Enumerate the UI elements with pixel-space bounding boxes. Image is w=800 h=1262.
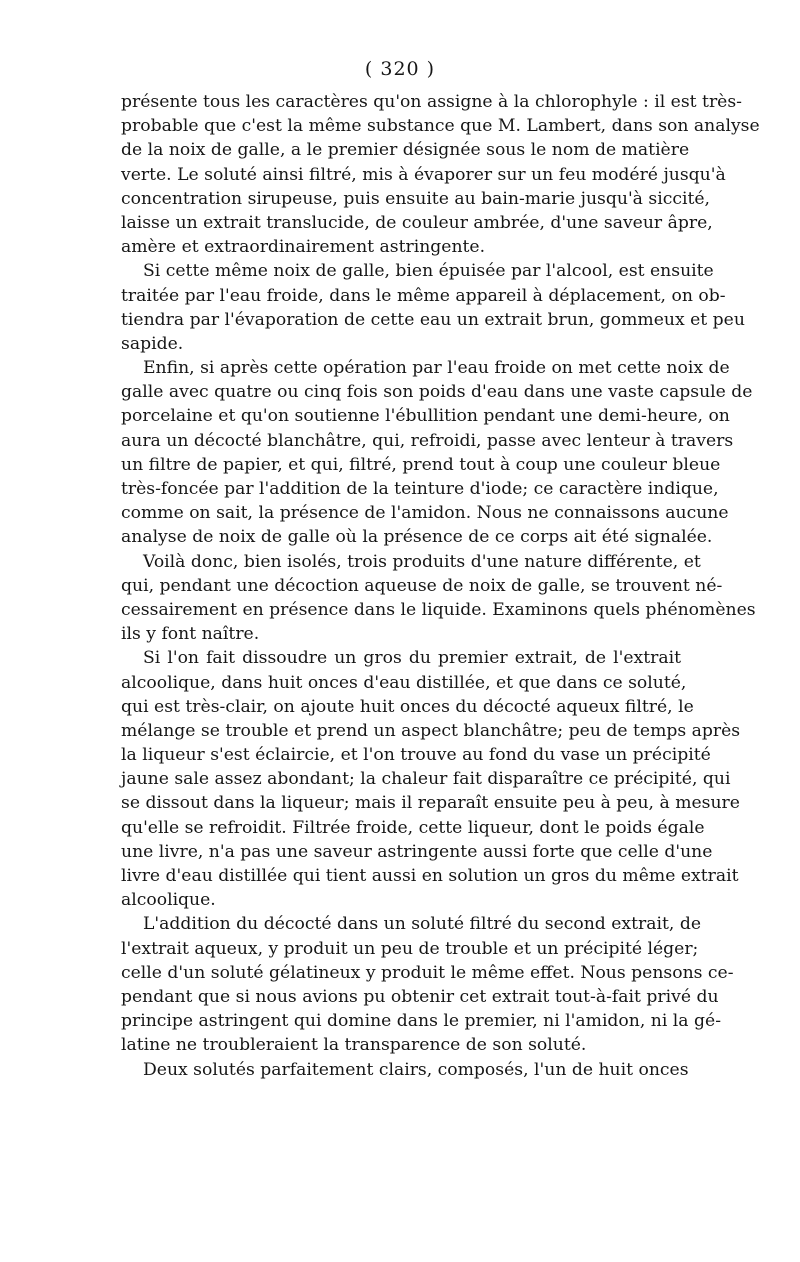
text-line: la liqueur s'est éclaircie, et l'on trouve au fond du vase un précipité <box>121 745 711 766</box>
text-line: traitée par l'eau froide, dans le même appareil à déplacement, on ob- <box>121 285 726 306</box>
text-line: Enfin, si après cette opération par l'eau froide on met cette noix de <box>143 358 730 379</box>
paragraph-6 <box>121 912 734 1057</box>
text-line: Si l'on fait dissoudre un gros du premier extrait, de l'extrait <box>143 648 681 669</box>
text-line: l'extrait aqueux, y produit un peu de trouble et un précipité léger; <box>121 938 699 959</box>
text-line: présente tous les caractères qu'on assigne à la chlorophyle : il est très- <box>121 92 742 112</box>
text-line: comme on sait, la présence de l'amidon. Nous ne connaissons aucune <box>121 503 729 524</box>
text-line: très-foncée par l'addition de la teinture d'iode; ce caractère indique, <box>121 479 719 499</box>
paragraph-4 <box>121 550 756 647</box>
text-line: L'addition du décocté dans un soluté filtré du second extrait, de <box>143 914 701 935</box>
text-line: de la noix de galle, a le premier désignée sous le nom de matière <box>121 140 690 161</box>
text-line: sapide. <box>121 333 184 354</box>
text-line: analyse de noix de galle où la présence de ce corps ait été signalée. <box>121 527 713 548</box>
text-line: tiendra par l'évaporation de cette eau un extrait brun, gommeux et peu <box>121 309 745 330</box>
paragraph-1 <box>121 90 760 259</box>
text-line: un filtre de papier, et qui, filtré, prend tout à coup une couleur bleue <box>121 454 721 475</box>
text-line: livre d'eau distillée qui tient aussi en solution un gros du même extrait <box>121 866 739 886</box>
text-line: ils y font naître. <box>121 624 260 645</box>
text-line: alcoolique, dans huit onces d'eau distillée, et que dans ce soluté, <box>121 672 687 693</box>
text-line: concentration sirupeuse, puis ensuite au bain-marie jusqu'à siccité, <box>121 188 710 209</box>
paragraph-2 <box>121 259 745 356</box>
text-line: se dissout dans la liqueur; mais il reparaît ensuite peu à peu, à mesure <box>121 793 740 814</box>
text-line: qui, pendant une décoction aqueuse de noix de galle, se trouvent né- <box>121 575 723 596</box>
text-line: laisse un extrait translucide, de couleur ambrée, d'une saveur âpre, <box>121 212 713 233</box>
text-line: aura un décocté blanchâtre, qui, refroidi, passe avec lenteur à travers <box>121 430 734 451</box>
text-line: Si cette même noix de galle, bien épuisée par l'alcool, est ensuite <box>143 261 714 282</box>
text-line: qu'elle se refroidit. Filtrée froide, cette liqueur, dont le poids égale <box>121 817 705 838</box>
text-line: jaune sale assez abondant; la chaleur fait disparaître ce précipité, qui <box>121 769 731 790</box>
text-line: probable que c'est la même substance que M. Lambert, dans son analyse <box>121 116 760 137</box>
text-line: Voilà donc, bien isolés, trois produits d'une nature différente, et <box>143 551 701 572</box>
page-number: ( 320 ) <box>364 58 436 80</box>
body-text <box>121 90 760 1082</box>
text-line: pendant que si nous avions pu obtenir cet extrait tout-à-fait privé du <box>121 986 719 1007</box>
text-line: porcelaine et qu'on soutienne l'ébullition pendant une demi-heure, on <box>121 406 730 427</box>
text-line: qui est très-clair, on ajoute huit onces du décocté aqueux filtré, le <box>121 696 694 717</box>
text-line: Deux solutés parfaitement clairs, composés, l'un de huit onces <box>143 1059 689 1080</box>
text-line: celle d'un soluté gélatineux y produit le même effet. Nous pensons ce- <box>121 962 734 983</box>
paragraph-7 <box>121 1058 689 1082</box>
text-line: verte. Le soluté ainsi filtré, mis à évaporer sur un feu modéré jusqu'à <box>121 164 726 185</box>
text-line: une livre, n'a pas une saveur astringente aussi forte que celle d'une <box>121 841 713 862</box>
text-line: principe astringent qui domine dans le premier, ni l'amidon, ni la gé- <box>121 1011 722 1032</box>
text-line: galle avec quatre ou cinq fois son poids d'eau dans une vaste capsule de <box>121 382 753 403</box>
text-line: mélange se trouble et prend un aspect blanchâtre; peu de temps après <box>121 720 741 741</box>
paragraph-5 <box>121 646 741 912</box>
text-line: cessairement en présence dans le liquide. Examinons quels phénomènes <box>121 599 756 620</box>
text-line: alcoolique. <box>121 890 216 911</box>
paragraph-3 <box>121 356 753 550</box>
text-line: latine ne troubleraient la transparence de son soluté. <box>121 1035 587 1056</box>
text-line: amère et extraordinairement astringente. <box>121 237 486 258</box>
